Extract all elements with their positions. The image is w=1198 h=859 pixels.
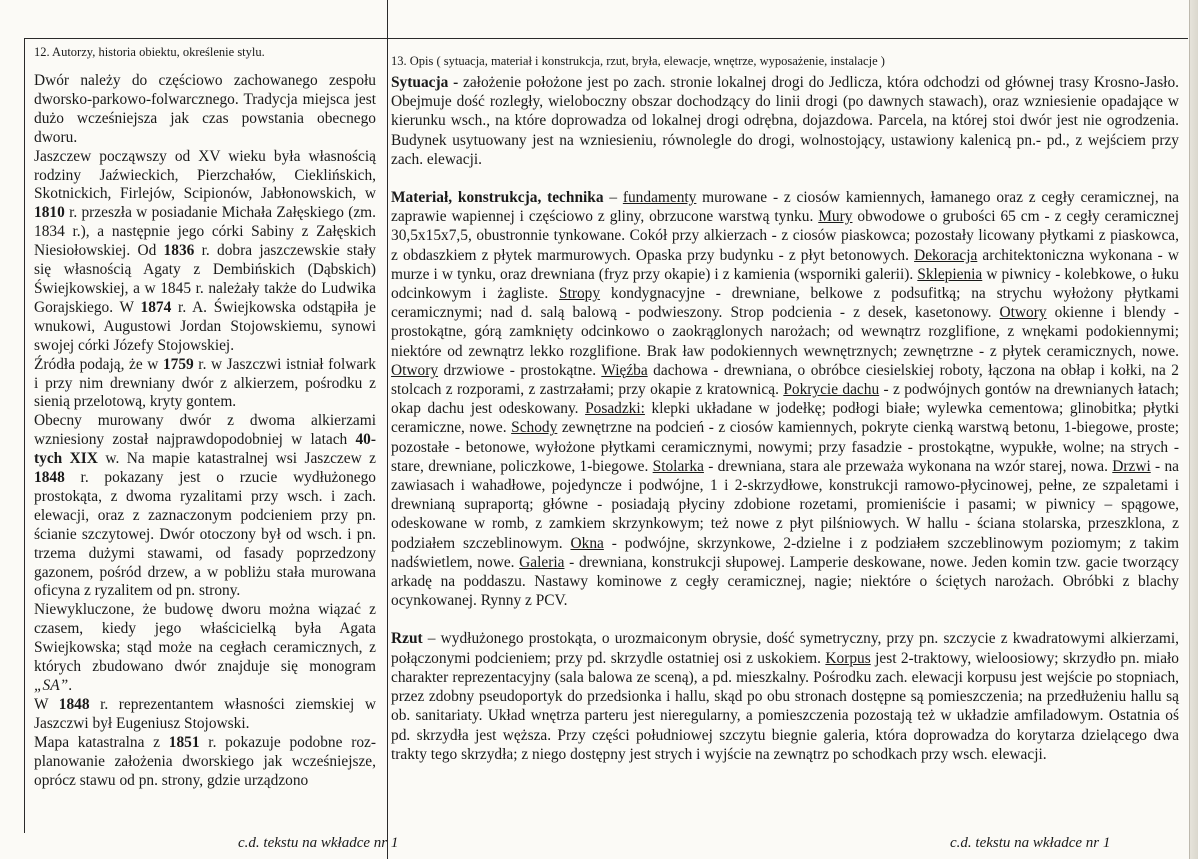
left-text-run: 1836 bbox=[163, 242, 195, 260]
left-text-run: Niewykluczone, że budowę dworu można wiązać z czasem, kiedy jego właścicielką była Agata Swiejkowska; stąd może na cegłach ceramicznych, z których zbudowano dwór znajduje się monogram bbox=[34, 601, 376, 676]
left-text-run: „SA” bbox=[34, 677, 69, 694]
left-text-run: r. pokazuje podobne rozplanowanie założenia dworskiego jak wcześniejsze, oprócz stawu od pn. strony, gdzie urządzono bbox=[34, 733, 376, 789]
right-text-run: Drzwi bbox=[1112, 457, 1151, 475]
right-text-run: Galeria bbox=[519, 553, 565, 571]
left-text-run: Obecny murowany dwór z dwoma alkierzami wzniesiony został najprawdopodobniej w latach bbox=[34, 412, 376, 449]
right-text-run: - z podwójnych gontów na drewnianych łatach; okap dachu jest odeskowany. bbox=[391, 381, 1180, 418]
right-text-run: - drewniana, konstrukcji słupowej. Lamperie deskowane, nowe. Jeden komin tzw. gacie tworzący arkadę na poddaszu. Nastawy kominowe z cegły ceramicznej, nagie; niektóre o ściętych narożach. Obróbki z blachy ocynkowanej. Rynny z PCV. bbox=[391, 553, 1179, 610]
right-text-run: w piwnicy - kolebkowe, o łuku odcinkowym i żagliste. bbox=[391, 265, 1179, 303]
right-text-run: Stropy bbox=[559, 285, 601, 303]
right-text-run: Materiał, konstrukcja, technika bbox=[391, 189, 604, 207]
right-text-run: Otwory bbox=[391, 361, 439, 379]
right-paragraph bbox=[391, 73, 1179, 169]
right-text-run: - drewniana, stara ale przeważa wykonana na wzór starej, nowa. bbox=[703, 457, 1113, 475]
right-text-run: Pokrycie dachu bbox=[783, 381, 880, 399]
left-paragraph bbox=[34, 601, 376, 696]
right-text-run: Dekoracja bbox=[914, 246, 978, 264]
left-text-run: 1759 bbox=[162, 355, 194, 373]
history-column-top-border bbox=[24, 38, 388, 39]
history-column-left-border bbox=[24, 38, 25, 833]
left-text-run: r. dobra jaszczewskie stały się własnością Agaty z Dembińskich (Dąbskich) Świejkowskiej, a w 1845 r. należały także do Ludwika Gorajskiego. W bbox=[34, 242, 376, 316]
right-paragraph bbox=[391, 188, 1179, 610]
left-paragraph bbox=[34, 148, 376, 356]
right-text-run: fundamenty bbox=[622, 189, 697, 207]
left-text-run: r. przeszła w posiadanie Michała Załęskiego (zm. 1834 r.), a następnie jego córki Sabiny z Załęskich Niesiołowskiej. Od bbox=[34, 204, 376, 260]
right-text-run: klepki układane w jodełkę; podłogi białe; wylewka cementowa; glinobitka; płytki ceramiczne, nowe. bbox=[391, 400, 1179, 437]
right-text-run: zewnętrzne na podcień - z ciosów kamiennych, pokryte cienką warstwą betonu, 1-biegowe, proste; pozostałe - betonowe, wyłożone płytkami ceramicznymi, nowymi; przy fasadzie - prostokątne, wypukłe, wolne; na strych - stare, drewniane, policzkowe, 1-biegowe. bbox=[391, 419, 1179, 475]
right-text-run: murowane - z ciosów kamiennych, łamanego oraz z cegły ceramicznej, na zaprawie wapiennej i częściowo z gliny, obrzucone warstwą tynku. bbox=[391, 189, 1179, 226]
right-text-run: Otwory bbox=[999, 304, 1047, 322]
right-text-run: architektoniczna wykonana - w murze i w tynku, oraz drewniana (fryz przy okapie) i z kamienia (wsporniki galerii). bbox=[391, 246, 1179, 283]
description-column-top-border bbox=[388, 38, 1188, 39]
left-text-run: 1810 bbox=[34, 204, 65, 222]
description-column bbox=[388, 0, 1188, 859]
right-text-run: kondygnacyjne - drewniane, belkowe z podsufitką; na strychu wyłożony płytkami ceramicznymi; nad d. salą balową - podwieszony. Strop podcienia - z desek, kasetonowy. bbox=[391, 285, 1179, 322]
left-paragraph bbox=[34, 72, 376, 148]
left-text-run: 1874 bbox=[140, 298, 172, 316]
right-text-run: dachowa - drewniana, o obróbce ciesielskiej roboty, łączona na obłap i kołki, na 2 stolcach z rozporami, z zastrzałami; przy okapie z kratownicą. bbox=[391, 361, 1179, 399]
right-text-run: - na zawiasach i wahadłowe, pojedyncze i podwójne, 1 i 2-skrzydłowe, konstrukcji ramowo-płycinowej, pełne, ze szpaletami i drewnianą supraportą; główne - posiadają płyciny zdobione rozetami, promieniście i pasami; w piwnicy – spągowe, odeskowane w romb, z zamkiem skrzynkowym; też nowe z płyt pilśniowych. W hallu - ściana stolarska, przeszklona, z podziałem szczeblinowym. bbox=[391, 457, 1179, 552]
left-text-run: r. w Jaszczwi istniał folwark i przy nim drewniany dwór z alkierzem, pośrodku z sienią przelotową, kryty gontem. bbox=[34, 355, 376, 411]
left-paragraph bbox=[34, 356, 376, 413]
left-text-run: Źródła podają, że w bbox=[34, 355, 163, 373]
left-text-run: Mapa katastralna z bbox=[34, 733, 169, 751]
right-text-run: założenie położone jest po zach. stronie lokalnej drogi do Jedlicza, która odchodzi od głównej trasy Krosno-Jasło. Obejmuje dość rozległy, wieloboczny obszar dochodzący do linii drogi (po dawnych stawach), oraz wzniesienie opadające w kierunku wsch., na które doprowadza od lokalnej drogi odrębna, dojazdowa. Parcela, na której stoi dwór jest nie ogrodzenia. Budynek usytuowany jest na wzniesieniu, równolegle do drogi, wolnostojący, ustawiony kalenicą pn.- pd., z wejściem przy zach. elewacji. bbox=[391, 74, 1180, 168]
description-text bbox=[391, 73, 1179, 764]
left-text-run: W bbox=[34, 695, 59, 713]
history-continuation-note: c.d. tekstu na wkładce nr 1 bbox=[238, 835, 399, 851]
left-text-run: r. A. Świejkowska odstąpiła je wnukowi, Augustowi Jordan Stojowskiemu, synowi swojej córki Józefy Stojowskiej. bbox=[34, 298, 376, 354]
left-text-run: Jaszczew począwszy od XV wieku była własnością rodziny Jaźwieckich, Pierzchałów, Cieklińskich, Skotnickich, Firlejów, Scipionów, Jabłonowskich, w bbox=[34, 147, 376, 203]
description-heading: 13. Opis ( sytuacja, materiał i konstrukcja, rzut, bryła, elewacje, wnętrze, wyposażenie, instalacje ) bbox=[391, 54, 885, 68]
left-paragraph bbox=[34, 696, 376, 734]
right-text-run: Sklepienia bbox=[917, 265, 983, 283]
right-text-run: – bbox=[603, 189, 623, 207]
right-text-run: drzwiowe - prostokątne. bbox=[438, 361, 602, 379]
left-paragraph bbox=[34, 412, 376, 601]
description-continuation-note: c.d. tekstu na wkładce nr 1 bbox=[950, 835, 1111, 851]
history-column bbox=[24, 0, 399, 859]
left-text-run: r. pokazany jest o rzucie wydłużonego prostokąta, z dwoma ryzalitami przy wsch. i zach. elewacji, oraz z zaznaczonym podcieniem przy pn. ścianie szczytowej. Dwór otoczony był od wsch. i pn. trzema dużymi stawami, od fasady poprzedzony gazonem, pośród drzew, a w pobliżu stała murowana oficyna z ryzalitem od pn. strony. bbox=[34, 469, 376, 600]
right-text-run: jest 2-traktowy, wieloosiowy; skrzydło pn. miało charakter reprezentacyjny (sala balowa ze sceną), a pd. mieszkalny. Pośrodku zach. elewacji korpusu jest wejście po stopniach, przez zdobny pseudoportyk do przedsionka i hallu, skąd po obu stronach dostępne są pomieszczenia; na przedłużeniu hallu są ob. sanitariaty. Układ wnętrza parteru jest nieregularny, a pomieszczenia pozostają też w układzie amfiladowym. Ostatnia oś pd. skrzydła jest węższa. Przy części południowej szczytu biegnie galeria, która doprowadza do korytarza dzielącego dwa trakty tego skrzydła; z niego dostępny jest strych i wyjście na zewnątrz po schodkach przy wsch. elewacji. bbox=[391, 649, 1179, 763]
right-text-run: Schody bbox=[511, 419, 558, 437]
right-text-run: – wydłużonego prostokąta, o urozmaiconym obrysie, dość symetryczny, przy pn. szczycie z kwadratowymi alkierzami, połączonymi podcieniem; przy pd. skrzydle ostatniej osi z uskokiem. bbox=[391, 630, 1179, 667]
right-text-run: Korpus bbox=[825, 649, 871, 667]
right-text-run: okienne i blendy - prostokątne, górą zamknięty odcinkowo o zaokrąglonych narożach; od wewnątrz rozglifione, z wnękami podokiennymi; niektóre od zewnątrz lekko rozglifione. Brak ław podokiennych wewnętrznych; zewnętrzne - z płytek ceramicznych, nowe. bbox=[391, 304, 1179, 360]
right-paragraph bbox=[391, 629, 1179, 763]
right-text-run: Stolarka bbox=[652, 457, 704, 475]
left-text-run: 1848 bbox=[34, 469, 65, 487]
right-text-run: Posadzki: bbox=[585, 400, 645, 418]
history-text bbox=[34, 72, 376, 790]
right-text-run: Sytuacja - bbox=[391, 74, 459, 91]
left-text-run: r. reprezentantem własności ziemskiej w Jaszczwi był Eugeniusz Stojowski. bbox=[34, 695, 376, 732]
page-edge bbox=[1189, 0, 1198, 859]
right-text-run: - podwójne, skrzynkowe, 2-dzielne i z podziałem szczeblinowym poziomym; z takim nadświetlem, nowe. bbox=[391, 534, 1179, 571]
left-text-run: Dwór należy do częściowo zachowanego zespołu dworsko-parkowo-folwarcznego. Tradycja miejsca jest dużo wcześniejsza jak czas powstania obecnego dworu. bbox=[34, 72, 376, 146]
right-text-run: Okna bbox=[570, 534, 604, 552]
right-text-run: obwodowe o grubości 65 cm - z cegły ceramicznej 30,5x15x7,5, obustronnie tynkowane. Cokół przy alkierzach - z ciosów piaskowca; pozostały licowany płytkami z piaskowca, z obdaszkiem z płytek marmurowych. Opaska przy budynku - z płyt betonowych. bbox=[391, 208, 1179, 264]
history-heading: 12. Autorzy, historia obiektu, określenie stylu. bbox=[34, 45, 265, 59]
left-paragraph bbox=[34, 734, 376, 791]
left-text-run: 1851 bbox=[168, 733, 200, 751]
right-text-run: Mury bbox=[818, 208, 853, 226]
right-text-run: Więźba bbox=[601, 361, 648, 379]
left-text-run: w. Na mapie katastralnej wsi Jaszczew z bbox=[97, 450, 376, 468]
right-text-run: Rzut bbox=[391, 630, 423, 648]
left-text-run: 1848 bbox=[58, 695, 90, 713]
left-text-run: . bbox=[68, 677, 73, 694]
left-text-run: 40-tych XIX bbox=[34, 431, 376, 468]
